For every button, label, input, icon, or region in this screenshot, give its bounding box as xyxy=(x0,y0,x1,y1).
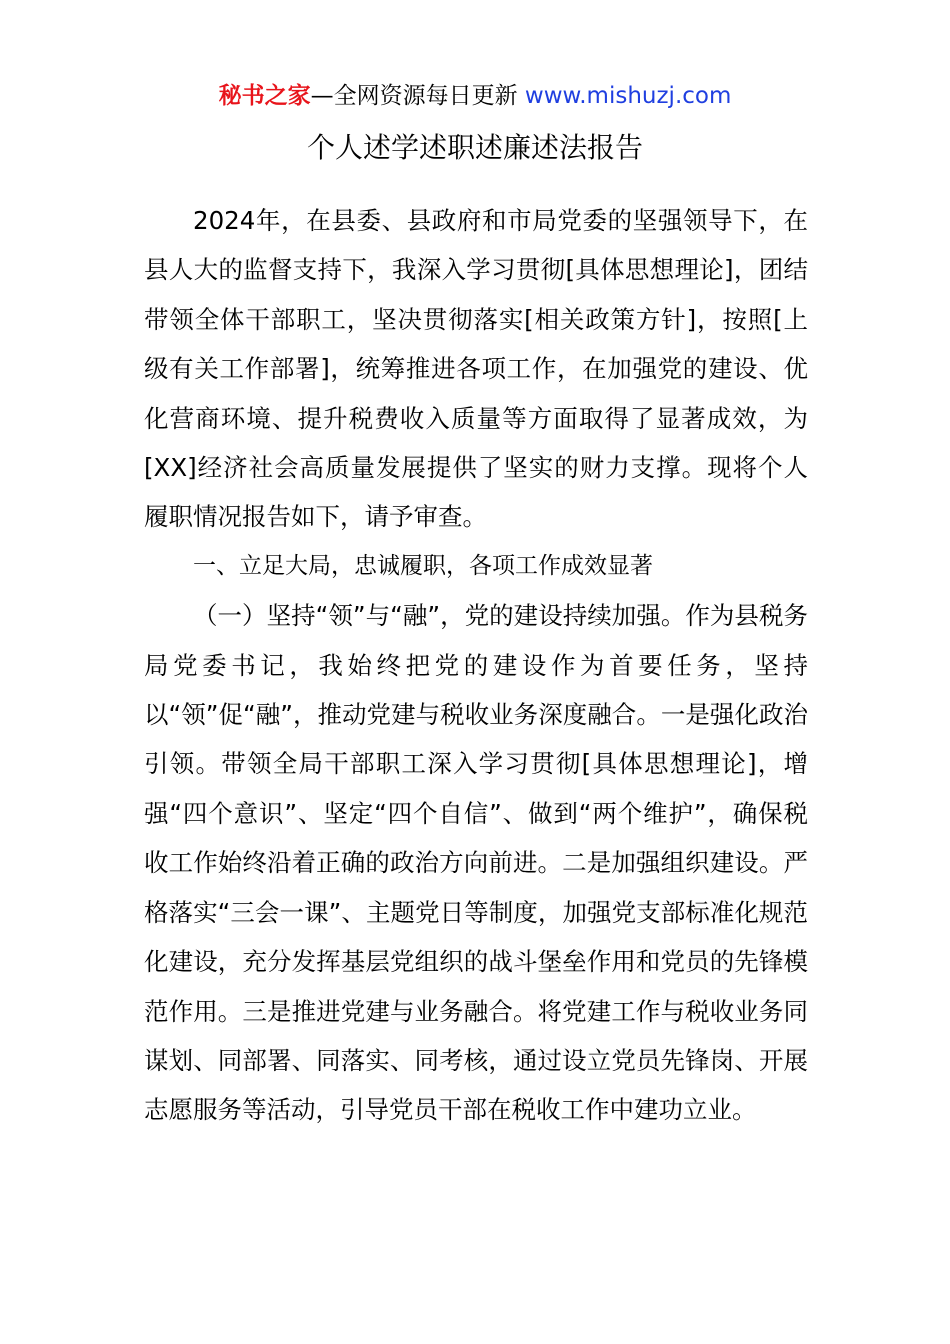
section-paragraph: （一）坚持“领”与“融”，党的建设持续加强。作为县税务局党委书记，我始终把党的建设作为首要任务，坚持以“领”促“融”，推动党建与税收业务深度融合。一是强化政治引领。带领全局干部职工深入学习贯彻[具体思想理论]，增强“四个意识”、坚定“四个自信”、做到“两个维护”，确保税收工作始终沿着正确的政治方向前进。二是加强组织建设。严格落实“三会一课”、主题党日等制度，加强党支部标准化规范化建设，充分发挥基层党组织的战斗堡垒作用和党员的先锋模范作用。三是推进党建与业务融合。将党建工作与税收业务同谋划、同部署、同落实、同考核，通过设立党员先锋岗、开展志愿服务等活动，引导党员干部在税收工作中建功立业。 xyxy=(144,601,808,1125)
document-body xyxy=(144,196,808,1135)
site-tagline: —全网资源每日更新 xyxy=(310,83,525,109)
site-brand: 秘书之家 xyxy=(218,83,311,109)
site-url[interactable]: www.mishuzj.com xyxy=(524,83,732,109)
intro-paragraph: 2024年，在县委、县政府和市局党委的坚强领导下，在县人大的监督支持下，我深入学习贯彻[具体思想理论]，团结带领全体干部职工，坚决贯彻落实[相关政策方针]，按照[上级有关工作部署]，统筹推进各项工作，在加强党的建设、优化营商环境、提升税费收入质量等方面取得了显著成效，为[XX]经济社会高质量发展提供了坚实的财力支撑。现将个人履职情况报告如下，请予审查。 xyxy=(144,206,808,532)
site-header xyxy=(0,80,950,112)
document-title: 个人述学述职述廉述法报告 xyxy=(306,131,643,164)
section-heading: 一、立足大局，忠诚履职，各项工作成效显著 xyxy=(193,552,653,579)
